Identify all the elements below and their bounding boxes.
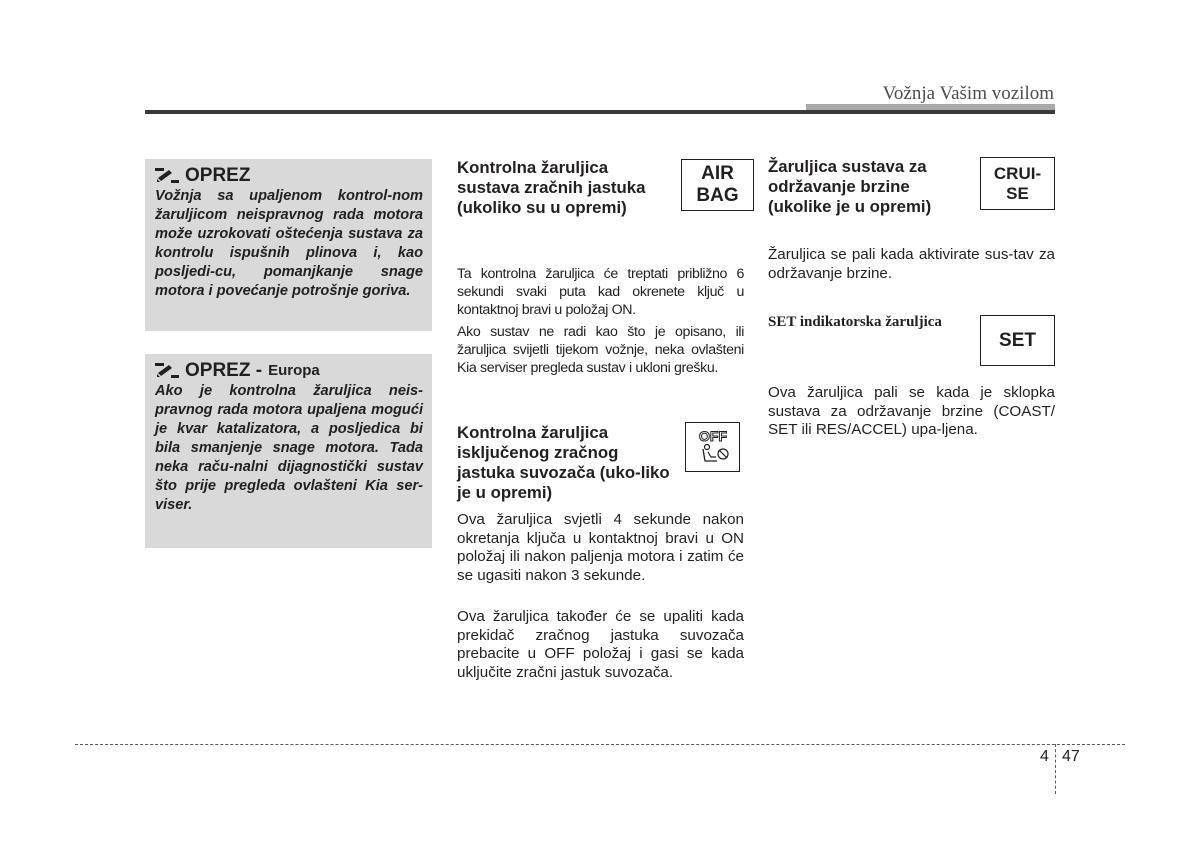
indicator-line: BAG bbox=[696, 185, 739, 206]
off-text: OFF bbox=[698, 428, 727, 444]
header-rule bbox=[145, 110, 1055, 114]
airbag-off-indicator bbox=[685, 422, 740, 472]
caution-box-europe bbox=[145, 354, 432, 548]
set-section-title: SET indikatorska žaruljica bbox=[768, 314, 942, 330]
caution-text: Vožnja sa upaljenom kontrol-nom žaruljicom neispravnog rada motora može uzrokovati oštećenja sustava za kontrolu ispušnih plinova i, kao posljedi-cu, pomanjkanje snage motora i povećanje potrošnje goriva. bbox=[155, 188, 423, 299]
airbag-para-1: Ta kontrolna žaruljica će treptati približno 6 sekundi svaki puta kad okrenete ključ u kontaktnoj bravi u položaj ON. bbox=[457, 266, 744, 318]
chapter-number: 4 bbox=[1040, 748, 1049, 765]
cruise-indicator-icon bbox=[980, 157, 1055, 210]
passenger-airbag-para-1: Ova žaruljica svjetli 4 sekunde nakon okretanja ključa u kontaktnoj bravi u ON položaj ili nakon paljenja motora i zatim će se ugasiti nakon 3 sekunde. bbox=[457, 511, 744, 584]
pencil-icon bbox=[155, 168, 179, 184]
indicator-line: CRUI- bbox=[993, 163, 1042, 183]
passenger-airbag-para-2: Ova žaruljica također će se upaliti kada prekidač zračnog jastuka suvozača prebacite u OFF položaj i gasi se kada uključite zračni jastuk suvozača. bbox=[457, 608, 744, 681]
footer-rule bbox=[75, 744, 1125, 745]
set-indicator-icon bbox=[980, 315, 1055, 366]
caution-box-general bbox=[145, 159, 432, 331]
indicator-line: SE bbox=[1006, 183, 1029, 203]
airbag-indicator-icon bbox=[681, 159, 754, 211]
page-number-separator bbox=[1055, 744, 1056, 794]
caution-text: Ako je kontrolna žaruljica neis-pravnog rada motora upaljena mogući je kvar katalizatora, a posljedica bi bila smanjenje snage motora. Tada neka raču-nalni dijagnostički sustav što prije pregleda ovlašteni Kia ser-viser. bbox=[155, 383, 423, 513]
caution-label: OPREZ bbox=[185, 165, 251, 186]
page-header-title: Vožnja Vašim vozilom bbox=[882, 83, 1054, 104]
passenger-airbag-section-title: Kontrolna žaruljica isključenog zračnog jastuka suvozača (uko-liko je u opremi) bbox=[457, 423, 670, 502]
set-para-1: Ova žaruljica pali se kada je sklopka sustava za održavanje brzine (COAST/ SET ili RES/ACCEL) upa-ljena. bbox=[768, 384, 1055, 438]
airbag-para-2: Ako sustav ne radi kao što je opisano, ili žaruljica svijetli tijekom vožnje, neka ovlašteni Kia serviser pregleda sustav i ukloni grešku. bbox=[457, 324, 744, 376]
page-number: 47 bbox=[1062, 748, 1080, 765]
airbag-section-title: Kontrolna žaruljica sustava zračnih jastuka (ukoliko su u opremi) bbox=[457, 158, 646, 217]
caution-sublabel: Europa bbox=[268, 362, 320, 379]
caution-heading bbox=[155, 360, 423, 382]
indicator-line: AIR bbox=[701, 163, 734, 184]
airbag-off-seat-icon bbox=[689, 427, 737, 467]
indicator-line: SET bbox=[999, 329, 1036, 351]
cruise-para-1: Žaruljica se pali kada aktivirate sus-tav za održavanje brzine. bbox=[768, 246, 1055, 282]
cruise-section-title: Žaruljica sustava za održavanje brzine (ukolike je u opremi) bbox=[768, 157, 932, 216]
caution-heading bbox=[155, 165, 423, 187]
caution-label: OPREZ - bbox=[185, 360, 263, 381]
pencil-icon bbox=[155, 363, 179, 379]
